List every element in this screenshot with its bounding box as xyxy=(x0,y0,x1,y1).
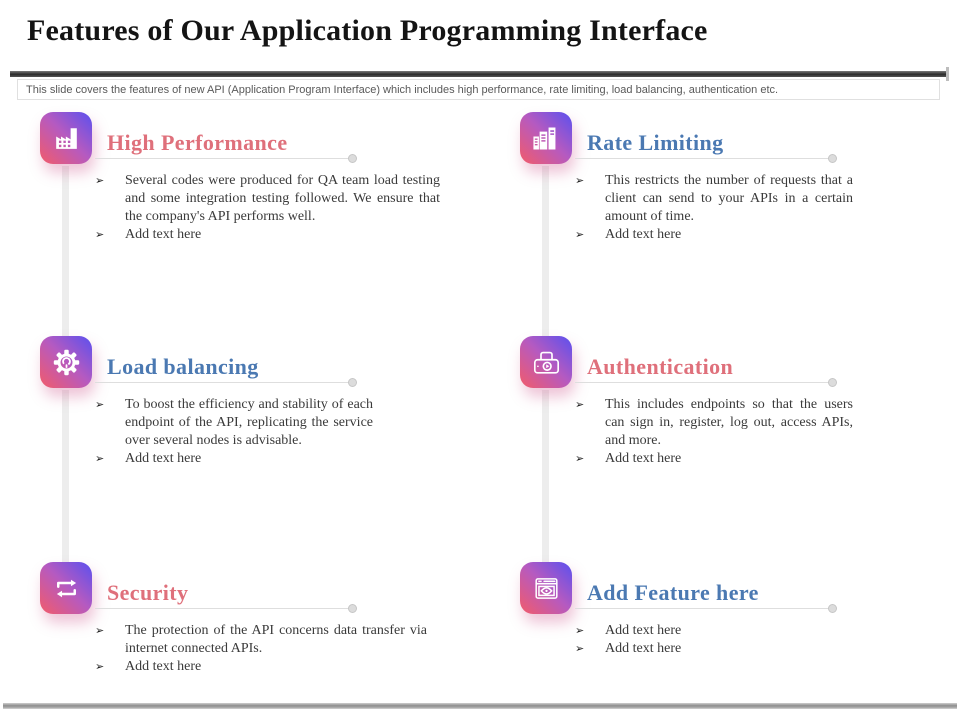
bullet-item xyxy=(575,640,853,658)
feature-add-feature xyxy=(520,562,950,720)
bullet-text: Add text here xyxy=(605,641,682,656)
feature-security xyxy=(40,562,470,720)
line-end-dot xyxy=(828,604,837,613)
feature-rate-limiting xyxy=(520,112,950,322)
feature-bullets xyxy=(575,396,853,468)
bullet-text: Add text here xyxy=(605,623,682,638)
title-underline xyxy=(575,382,831,383)
feature-title: Security xyxy=(107,580,189,605)
bullet-text: Add text here xyxy=(125,227,202,242)
bullet-text: This restricts the number of requests that a client can send to your APIs in a certain amount of time. xyxy=(605,173,853,224)
browser-eye-icon xyxy=(520,562,572,614)
title-divider-bar xyxy=(10,71,946,77)
bullet-item xyxy=(95,450,373,468)
bullet-item xyxy=(575,172,853,226)
title-underline xyxy=(95,158,351,159)
feature-load-balancing xyxy=(40,336,470,546)
arrow-bullet-icon: ➢ xyxy=(95,174,105,187)
gear-wrench-icon xyxy=(40,336,92,388)
line-end-dot xyxy=(348,154,357,163)
arrow-bullet-icon: ➢ xyxy=(95,228,105,241)
bullet-item xyxy=(575,450,853,468)
bullet-text: To boost the efficiency and stability of each endpoint of the API, replicating the service over several nodes is advisable. xyxy=(125,397,373,448)
device-camera-icon xyxy=(520,336,572,388)
divider-end-cap xyxy=(946,67,949,81)
line-end-dot xyxy=(828,378,837,387)
bullet-text: Add text here xyxy=(605,451,682,466)
arrow-bullet-icon: ➢ xyxy=(575,398,585,411)
feature-bullets xyxy=(575,172,853,244)
line-end-dot xyxy=(348,378,357,387)
feature-bullets xyxy=(95,622,427,676)
subtitle-box xyxy=(17,79,940,100)
bullet-text: Several codes were produced for QA team load testing and some integration testing followed. We ensure that the company's API performs well. xyxy=(125,173,440,224)
arrow-bullet-icon: ➢ xyxy=(575,228,585,241)
factory-icon xyxy=(40,112,92,164)
feature-title: Authentication xyxy=(587,354,734,379)
bullet-item xyxy=(95,226,440,244)
bullet-text: Add text here xyxy=(605,227,682,242)
bullet-text: Add text here xyxy=(125,659,202,674)
feature-title: Load balancing xyxy=(107,354,259,379)
arrow-bullet-icon: ➢ xyxy=(575,452,585,465)
feature-high-performance xyxy=(40,112,470,322)
feature-bullets xyxy=(95,396,373,468)
subtitle-text: This slide covers the features of new API (Application Program Interface) which includes high performance, rate limiting, load balancing, authentication etc. xyxy=(26,83,779,96)
bullet-text: Add text here xyxy=(125,451,202,466)
feature-title: Add Feature here xyxy=(587,580,759,605)
arrow-bullet-icon: ➢ xyxy=(575,624,585,637)
title-underline xyxy=(575,158,831,159)
bullet-item xyxy=(95,622,427,658)
bullet-item xyxy=(575,622,853,640)
page-title: Features of Our Application Programming Interface xyxy=(27,14,708,47)
bullet-item xyxy=(575,396,853,450)
bottom-accent-bar xyxy=(3,703,957,709)
arrow-bullet-icon: ➢ xyxy=(575,642,585,655)
feature-title: Rate Limiting xyxy=(587,130,724,155)
feature-bullets xyxy=(575,622,853,658)
feature-title: High Performance xyxy=(107,130,288,155)
arrow-bullet-icon: ➢ xyxy=(575,174,585,187)
title-underline xyxy=(95,382,351,383)
transfer-arrows-icon xyxy=(40,562,92,614)
city-buildings-icon xyxy=(520,112,572,164)
line-end-dot xyxy=(348,604,357,613)
bullet-item xyxy=(95,172,440,226)
bullet-item xyxy=(95,658,427,676)
line-end-dot xyxy=(828,154,837,163)
arrow-bullet-icon: ➢ xyxy=(95,398,105,411)
title-underline xyxy=(95,608,351,609)
arrow-bullet-icon: ➢ xyxy=(95,452,105,465)
feature-bullets xyxy=(95,172,440,244)
arrow-bullet-icon: ➢ xyxy=(95,624,105,637)
bullet-text: This includes endpoints so that the users can sign in, register, log out, access APIs, and more. xyxy=(605,397,853,448)
feature-authentication xyxy=(520,336,950,546)
title-underline xyxy=(575,608,831,609)
bullet-text: The protection of the API concerns data transfer via internet connected APIs. xyxy=(125,623,427,656)
bullet-item xyxy=(95,396,373,450)
bullet-item xyxy=(575,226,853,244)
arrow-bullet-icon: ➢ xyxy=(95,660,105,673)
